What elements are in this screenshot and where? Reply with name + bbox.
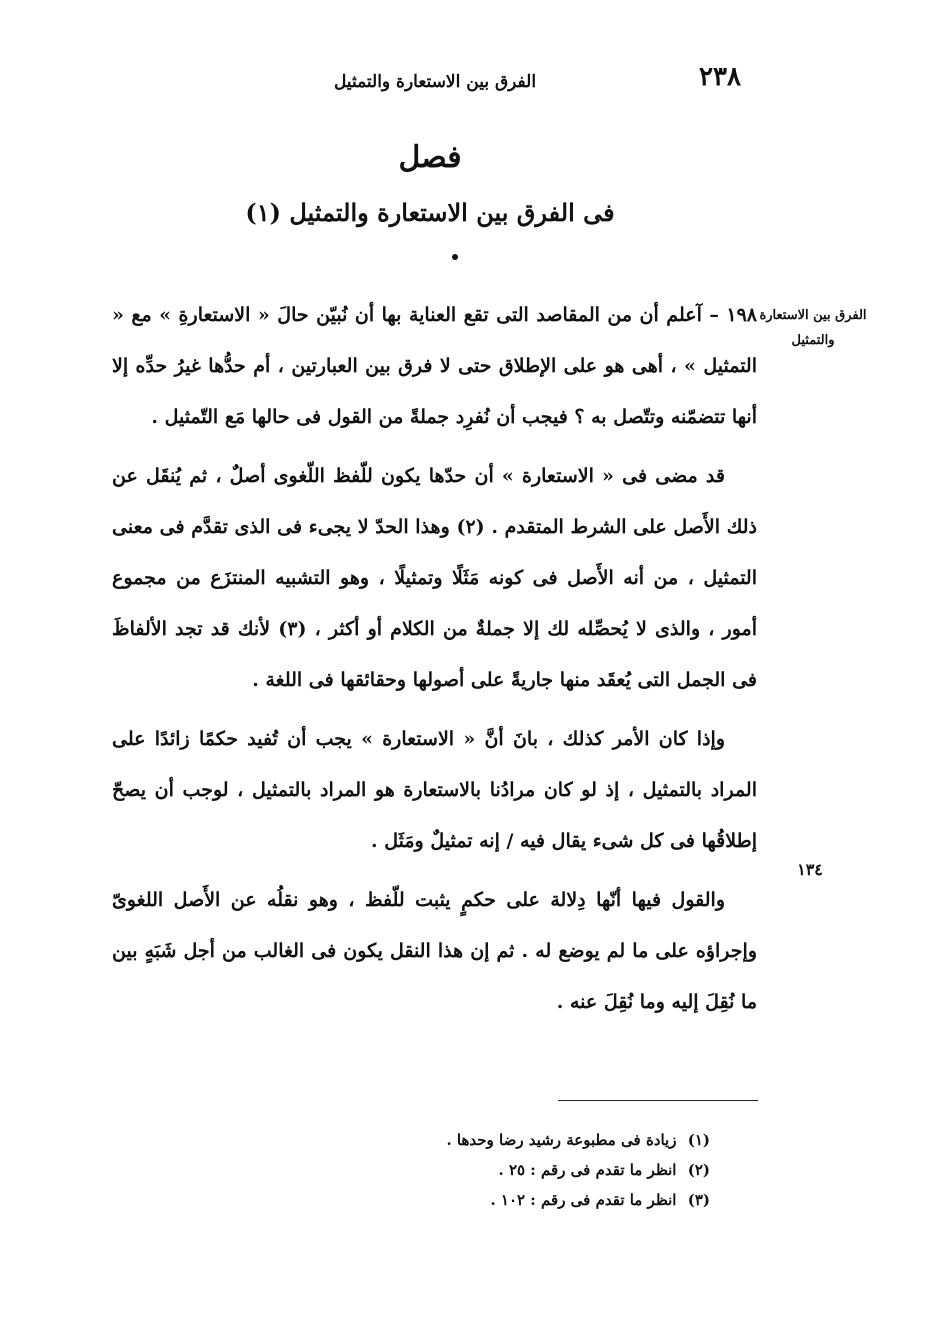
footnote bbox=[380, 1125, 710, 1155]
section-heading: فصل bbox=[398, 140, 462, 175]
margin-page-reference: ١٣٤ bbox=[797, 860, 823, 879]
section-subtitle: فى الفرق بين الاستعارة والتمثيل (١) bbox=[245, 198, 615, 227]
footnote bbox=[380, 1155, 710, 1185]
footnote-text: انظر ما تقدم فى رقم : ٢٥ . bbox=[498, 1161, 677, 1179]
body-text bbox=[112, 290, 757, 1036]
paragraph: ١٩٨ – آعلم أن من المقاصد التى تقع العناية بها أن نُبيّن حالَ « الاستعارةِ » مع « التمثيل » ، أهى هو على الإطلاق حتى لا فرق بين العبارتين ، أم حدُّها غيرُ حدِّه إلا أنها تتضمّنه وتتّصل به ؟ فيجب أن نُفرِد جملةً من القول فى حالها مَع التّمثيل . bbox=[112, 304, 757, 428]
footnote-number: (٣) bbox=[687, 1191, 710, 1209]
footnote-number: (٢) bbox=[687, 1161, 710, 1179]
paragraph: قد مضى فى « الاستعارة » أن حدّها يكون للّفظ اللّغوى أصلٌ ، ثم يُنقَل عن ذلك الأَصل على الشرط المتقدم . (٢) وهذا الحدّ لا يجىء فى الذى تقدَّم فى معنى التمثيل ، من أنه الأَصل فى كونه مَثَلًا وتمثيلًا ، وهو التشبيه المنتزَع من مجموع أمور ، والذى لا يُحصِّله لك إلا جملةٌ من الكلام أو أكثر ، (٣) لأنك قد تجد الألفاظَ فى الجمل التى يُعقَد منها جاريةً على أصولها وحقائقها فى اللغة . bbox=[112, 465, 758, 691]
footnote-divider bbox=[558, 1100, 758, 1101]
ornament-dot bbox=[452, 254, 458, 260]
footnote-text: زيادة فى مطبوعة رشيد رضا وحدها . bbox=[446, 1131, 677, 1149]
footnote-number: (١) bbox=[687, 1131, 710, 1149]
paragraph: وإذا كان الأمر كذلك ، بانَ أنَّ « الاستعارة » يجب أن تُفيد حكمًا زائدًا على المراد بالتمثيل ، إذ لو كان مرادُنا بالاستعارة هو المراد بالتمثيل ، لوجب أن يصحّ إطلاقُها فى كل شىء يقال فيه / إنه تمثيلٌ ومَثَل . bbox=[112, 728, 757, 852]
page-number: ٢٣٨ bbox=[699, 62, 741, 92]
footnotes bbox=[380, 1125, 710, 1215]
footnote bbox=[380, 1185, 710, 1215]
paragraph: والقول فيها أنّها دِلالة على حكمٍ يثبت للّفظ ، وهو نقلُه عن الأَصل اللغوىّ وإجراؤه على ما لم يوضع له . ثم إن هذا النقل يكون فى الغالب من أجل شَبَهٍ بين ما نُقِلَ إليه وما نُقِلَ عنه . bbox=[112, 889, 757, 1013]
footnote-text: انظر ما تقدم فى رقم : ١٠٢ . bbox=[490, 1191, 677, 1209]
running-header: الفرق بين الاستعارة والتمثيل bbox=[333, 72, 537, 92]
margin-note: الفرق بين الاستعارة والتمثيل bbox=[759, 308, 867, 348]
